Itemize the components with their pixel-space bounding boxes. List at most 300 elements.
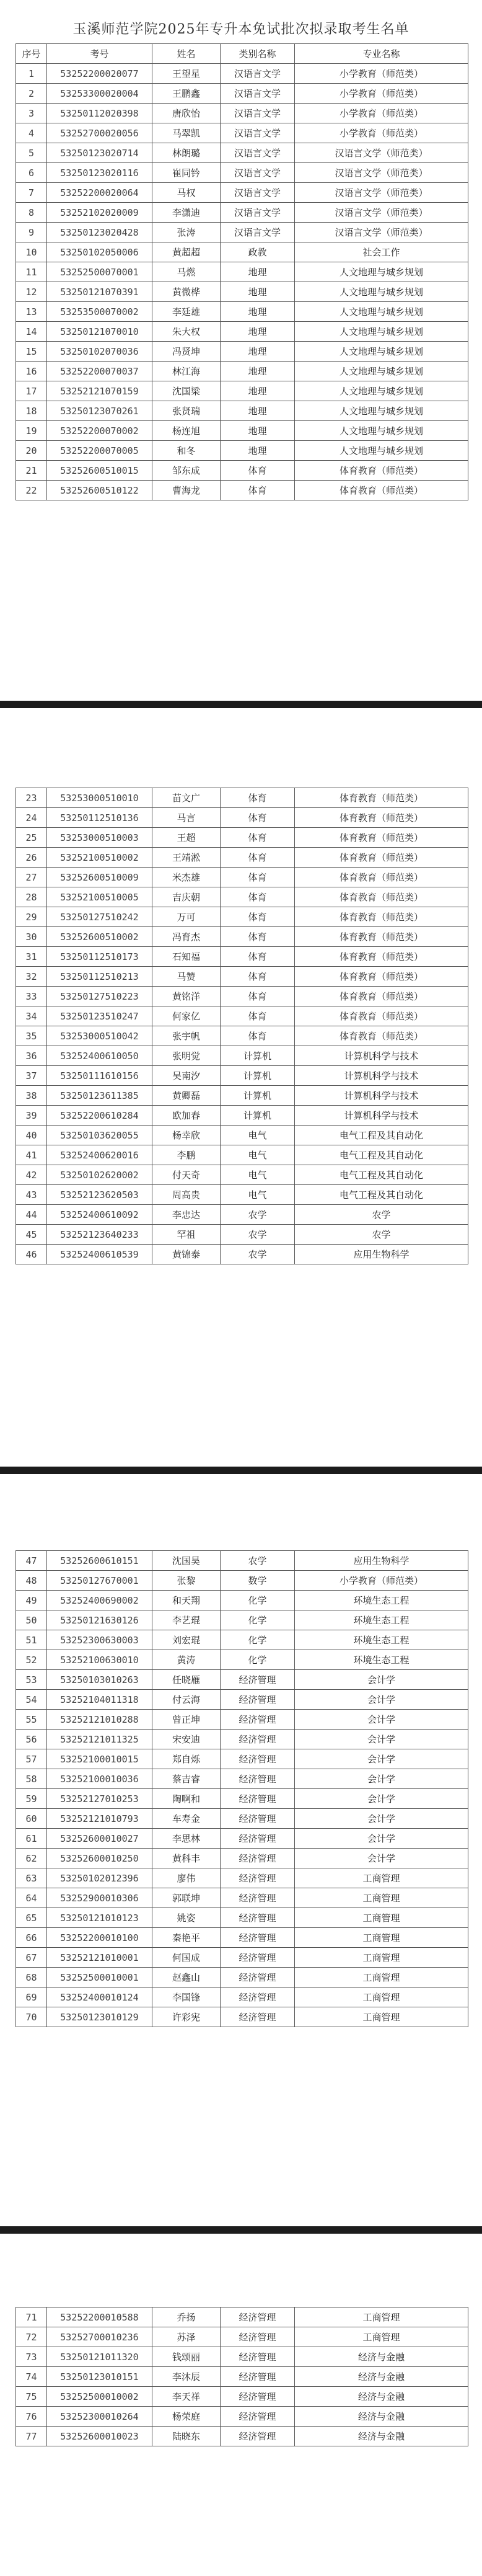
exam-number-cell: 53252121010288 bbox=[47, 1710, 152, 1730]
table-row bbox=[16, 1829, 468, 1849]
major-name-cell: 社会工作 bbox=[295, 242, 468, 262]
table-row bbox=[16, 848, 468, 868]
header-exam-number: 考号 bbox=[47, 44, 152, 64]
table-row bbox=[16, 1185, 468, 1205]
category-name-cell: 经济管理 bbox=[221, 1888, 295, 1908]
major-name-cell: 体育教育（师范类） bbox=[295, 927, 468, 947]
exam-number-cell: 53250123010151 bbox=[47, 2367, 152, 2387]
major-name-cell: 体育教育（师范类） bbox=[295, 481, 468, 500]
category-name-cell: 汉语言文学 bbox=[221, 163, 295, 183]
page-separator bbox=[0, 701, 482, 708]
major-name-cell: 人文地理与城乡规划 bbox=[295, 381, 468, 401]
exam-number-cell: 53252300630003 bbox=[47, 1630, 152, 1650]
table-row bbox=[16, 401, 468, 421]
exam-number-cell: 53252500010001 bbox=[47, 1968, 152, 1988]
exam-number-cell: 53252600510122 bbox=[47, 481, 152, 500]
major-name-cell: 环境生态工程 bbox=[295, 1650, 468, 1670]
category-name-cell: 经济管理 bbox=[221, 1789, 295, 1809]
admission-table-page-1 bbox=[15, 43, 468, 500]
exam-number-cell: 53252123620503 bbox=[47, 1185, 152, 1205]
category-name-cell: 地理 bbox=[221, 381, 295, 401]
category-name-cell: 农学 bbox=[221, 1245, 295, 1264]
table-row bbox=[16, 1928, 468, 1948]
exam-number-cell: 53252400620016 bbox=[47, 1145, 152, 1165]
row-index-cell: 11 bbox=[16, 262, 47, 282]
exam-number-cell: 53250121070391 bbox=[47, 282, 152, 302]
major-name-cell: 计算机科学与技术 bbox=[295, 1046, 468, 1066]
category-name-cell: 经济管理 bbox=[221, 1809, 295, 1829]
major-name-cell: 体育教育（师范类） bbox=[295, 788, 468, 808]
student-name-cell: 黄卿磊 bbox=[152, 1086, 221, 1106]
student-name-cell: 王超 bbox=[152, 828, 221, 848]
exam-number-cell: 53253500070002 bbox=[47, 302, 152, 322]
exam-number-cell: 53252121011325 bbox=[47, 1730, 152, 1749]
row-index-cell: 43 bbox=[16, 1185, 47, 1205]
exam-number-cell: 53250121011320 bbox=[47, 2347, 152, 2367]
major-name-cell: 农学 bbox=[295, 1225, 468, 1245]
student-name-cell: 张宇帆 bbox=[152, 1026, 221, 1046]
exam-number-cell: 53252100010036 bbox=[47, 1769, 152, 1789]
row-index-cell: 38 bbox=[16, 1086, 47, 1106]
page-separator bbox=[0, 1467, 482, 1474]
row-index-cell: 14 bbox=[16, 322, 47, 342]
table-row bbox=[16, 1730, 468, 1749]
table-row bbox=[16, 1165, 468, 1185]
student-name-cell: 米杰雄 bbox=[152, 868, 221, 887]
student-name-cell: 何国成 bbox=[152, 1948, 221, 1968]
student-name-cell: 宋安迪 bbox=[152, 1730, 221, 1749]
category-name-cell: 计算机 bbox=[221, 1086, 295, 1106]
table-row bbox=[16, 84, 468, 104]
row-index-cell: 75 bbox=[16, 2387, 47, 2407]
category-name-cell: 化学 bbox=[221, 1610, 295, 1630]
student-name-cell: 石知福 bbox=[152, 947, 221, 967]
table-row bbox=[16, 1046, 468, 1066]
row-index-cell: 65 bbox=[16, 1908, 47, 1928]
student-name-cell: 林江海 bbox=[152, 362, 221, 381]
student-name-cell: 李艺琨 bbox=[152, 1610, 221, 1630]
student-name-cell: 陆晓东 bbox=[152, 2427, 221, 2446]
row-index-cell: 40 bbox=[16, 1126, 47, 1145]
exam-number-cell: 53250123020116 bbox=[47, 163, 152, 183]
table-row bbox=[16, 223, 468, 242]
category-name-cell: 电气 bbox=[221, 1185, 295, 1205]
exam-number-cell: 53252500010002 bbox=[47, 2387, 152, 2407]
exam-number-cell: 53250123010129 bbox=[47, 2007, 152, 2027]
row-index-cell: 39 bbox=[16, 1106, 47, 1126]
row-index-cell: 42 bbox=[16, 1165, 47, 1185]
student-name-cell: 刘宏琨 bbox=[152, 1630, 221, 1650]
exam-number-cell: 53253300020004 bbox=[47, 84, 152, 104]
row-index-cell: 17 bbox=[16, 381, 47, 401]
exam-number-cell: 53252700020056 bbox=[47, 123, 152, 143]
table-row bbox=[16, 788, 468, 808]
student-name-cell: 沈国梁 bbox=[152, 381, 221, 401]
major-name-cell: 计算机科学与技术 bbox=[295, 1106, 468, 1126]
student-name-cell: 李思林 bbox=[152, 1829, 221, 1849]
exam-number-cell: 53252600010250 bbox=[47, 1849, 152, 1868]
row-index-cell: 4 bbox=[16, 123, 47, 143]
category-name-cell: 政教 bbox=[221, 242, 295, 262]
row-index-cell: 55 bbox=[16, 1710, 47, 1730]
student-name-cell: 乔扬 bbox=[152, 2307, 221, 2327]
table-row bbox=[16, 2327, 468, 2347]
student-name-cell: 李沐辰 bbox=[152, 2367, 221, 2387]
row-index-cell: 32 bbox=[16, 967, 47, 987]
major-name-cell: 环境生态工程 bbox=[295, 1610, 468, 1630]
row-index-cell: 29 bbox=[16, 907, 47, 927]
row-index-cell: 50 bbox=[16, 1610, 47, 1630]
admission-table-page-3 bbox=[15, 1550, 468, 2027]
category-name-cell: 经济管理 bbox=[221, 1769, 295, 1789]
table-row bbox=[16, 1968, 468, 1988]
category-name-cell: 地理 bbox=[221, 262, 295, 282]
row-index-cell: 7 bbox=[16, 183, 47, 203]
row-index-cell: 8 bbox=[16, 203, 47, 223]
table-row bbox=[16, 808, 468, 828]
table-row bbox=[16, 461, 468, 481]
student-name-cell: 蔡吉睿 bbox=[152, 1769, 221, 1789]
category-name-cell: 地理 bbox=[221, 322, 295, 342]
major-name-cell: 工商管理 bbox=[295, 1888, 468, 1908]
student-name-cell: 张明觉 bbox=[152, 1046, 221, 1066]
row-index-cell: 47 bbox=[16, 1551, 47, 1571]
category-name-cell: 体育 bbox=[221, 927, 295, 947]
header-row-index: 序号 bbox=[16, 44, 47, 64]
header-student-name: 姓名 bbox=[152, 44, 221, 64]
exam-number-cell: 53252600010027 bbox=[47, 1829, 152, 1849]
row-index-cell: 33 bbox=[16, 987, 47, 1006]
major-name-cell: 电气工程及其自动化 bbox=[295, 1126, 468, 1145]
category-name-cell: 汉语言文学 bbox=[221, 143, 295, 163]
header-major-name: 专业名称 bbox=[295, 44, 468, 64]
major-name-cell: 体育教育（师范类） bbox=[295, 947, 468, 967]
category-name-cell: 体育 bbox=[221, 461, 295, 481]
table-row bbox=[16, 1988, 468, 2007]
exam-number-cell: 53252121010001 bbox=[47, 1948, 152, 1968]
student-name-cell: 陶啊和 bbox=[152, 1789, 221, 1809]
major-name-cell: 汉语言文学（师范类） bbox=[295, 223, 468, 242]
row-index-cell: 58 bbox=[16, 1769, 47, 1789]
exam-number-cell: 53252200070037 bbox=[47, 362, 152, 381]
table-row bbox=[16, 887, 468, 907]
exam-number-cell: 53250102050006 bbox=[47, 242, 152, 262]
category-name-cell: 经济管理 bbox=[221, 1829, 295, 1849]
student-name-cell: 何家亿 bbox=[152, 1006, 221, 1026]
category-name-cell: 体育 bbox=[221, 1026, 295, 1046]
category-name-cell: 体育 bbox=[221, 788, 295, 808]
major-name-cell: 会计学 bbox=[295, 1789, 468, 1809]
student-name-cell: 黄微桦 bbox=[152, 282, 221, 302]
student-name-cell: 马翠凯 bbox=[152, 123, 221, 143]
major-name-cell: 小学教育（师范类） bbox=[295, 1571, 468, 1591]
major-name-cell: 经济与金融 bbox=[295, 2427, 468, 2446]
major-name-cell: 体育教育（师范类） bbox=[295, 828, 468, 848]
major-name-cell: 体育教育（师范类） bbox=[295, 808, 468, 828]
row-index-cell: 72 bbox=[16, 2327, 47, 2347]
table-row bbox=[16, 1106, 468, 1126]
exam-number-cell: 53252200010588 bbox=[47, 2307, 152, 2327]
exam-number-cell: 53250123020714 bbox=[47, 143, 152, 163]
student-name-cell: 崔同钤 bbox=[152, 163, 221, 183]
row-index-cell: 64 bbox=[16, 1888, 47, 1908]
category-name-cell: 经济管理 bbox=[221, 1988, 295, 2007]
student-name-cell: 张涛 bbox=[152, 223, 221, 242]
category-name-cell: 体育 bbox=[221, 808, 295, 828]
row-index-cell: 27 bbox=[16, 868, 47, 887]
row-index-cell: 46 bbox=[16, 1245, 47, 1264]
table-row bbox=[16, 1630, 468, 1650]
table-row bbox=[16, 1145, 468, 1165]
row-index-cell: 31 bbox=[16, 947, 47, 967]
category-name-cell: 地理 bbox=[221, 342, 295, 362]
major-name-cell: 体育教育（师范类） bbox=[295, 907, 468, 927]
table-row bbox=[16, 1690, 468, 1710]
row-index-cell: 37 bbox=[16, 1066, 47, 1086]
row-index-cell: 56 bbox=[16, 1730, 47, 1749]
table-row bbox=[16, 282, 468, 302]
exam-number-cell: 53252600510009 bbox=[47, 868, 152, 887]
category-name-cell: 数学 bbox=[221, 1571, 295, 1591]
exam-number-cell: 53252200070002 bbox=[47, 421, 152, 441]
row-index-cell: 3 bbox=[16, 104, 47, 123]
major-name-cell: 会计学 bbox=[295, 1849, 468, 1868]
table-row bbox=[16, 947, 468, 967]
row-index-cell: 61 bbox=[16, 1829, 47, 1849]
student-name-cell: 黄超超 bbox=[152, 242, 221, 262]
student-name-cell: 王望星 bbox=[152, 64, 221, 84]
category-name-cell: 经济管理 bbox=[221, 1868, 295, 1888]
major-name-cell: 经济与金融 bbox=[295, 2387, 468, 2407]
major-name-cell: 汉语言文学（师范类） bbox=[295, 183, 468, 203]
student-name-cell: 吉庆朝 bbox=[152, 887, 221, 907]
row-index-cell: 41 bbox=[16, 1145, 47, 1165]
major-name-cell: 人文地理与城乡规划 bbox=[295, 441, 468, 461]
exam-number-cell: 53252121070159 bbox=[47, 381, 152, 401]
row-index-cell: 67 bbox=[16, 1948, 47, 1968]
row-index-cell: 10 bbox=[16, 242, 47, 262]
category-name-cell: 汉语言文学 bbox=[221, 64, 295, 84]
table-row bbox=[16, 302, 468, 322]
table-row bbox=[16, 2347, 468, 2367]
row-index-cell: 70 bbox=[16, 2007, 47, 2027]
student-name-cell: 李天祥 bbox=[152, 2387, 221, 2407]
student-name-cell: 黄铭洋 bbox=[152, 987, 221, 1006]
exam-number-cell: 53252200020077 bbox=[47, 64, 152, 84]
category-name-cell: 地理 bbox=[221, 302, 295, 322]
row-index-cell: 60 bbox=[16, 1809, 47, 1829]
major-name-cell: 环境生态工程 bbox=[295, 1630, 468, 1650]
student-name-cell: 王鹏鑫 bbox=[152, 84, 221, 104]
major-name-cell: 环境生态工程 bbox=[295, 1591, 468, 1610]
exam-number-cell: 53250111610156 bbox=[47, 1066, 152, 1086]
category-name-cell: 经济管理 bbox=[221, 2427, 295, 2446]
row-index-cell: 28 bbox=[16, 887, 47, 907]
major-name-cell: 经济与金融 bbox=[295, 2347, 468, 2367]
category-name-cell: 经济管理 bbox=[221, 1968, 295, 1988]
exam-number-cell: 53250102620002 bbox=[47, 1165, 152, 1185]
category-name-cell: 汉语言文学 bbox=[221, 183, 295, 203]
exam-number-cell: 53250123510247 bbox=[47, 1006, 152, 1026]
category-name-cell: 地理 bbox=[221, 401, 295, 421]
exam-number-cell: 53250112020398 bbox=[47, 104, 152, 123]
table-row bbox=[16, 927, 468, 947]
table-row bbox=[16, 2367, 468, 2387]
student-name-cell: 林朗璐 bbox=[152, 143, 221, 163]
exam-number-cell: 53252200610284 bbox=[47, 1106, 152, 1126]
row-index-cell: 45 bbox=[16, 1225, 47, 1245]
exam-number-cell: 53252700010236 bbox=[47, 2327, 152, 2347]
table-row bbox=[16, 362, 468, 381]
exam-number-cell: 53250127670001 bbox=[47, 1571, 152, 1591]
exam-number-cell: 53250112510213 bbox=[47, 967, 152, 987]
major-name-cell: 工商管理 bbox=[295, 1988, 468, 2007]
major-name-cell: 农学 bbox=[295, 1205, 468, 1225]
table-header-row bbox=[16, 44, 468, 64]
student-name-cell: 付天奇 bbox=[152, 1165, 221, 1185]
major-name-cell: 人文地理与城乡规划 bbox=[295, 362, 468, 381]
row-index-cell: 20 bbox=[16, 441, 47, 461]
category-name-cell: 电气 bbox=[221, 1145, 295, 1165]
table-row bbox=[16, 441, 468, 461]
table-row bbox=[16, 322, 468, 342]
row-index-cell: 1 bbox=[16, 64, 47, 84]
student-name-cell: 廖伟 bbox=[152, 1868, 221, 1888]
table-row bbox=[16, 64, 468, 84]
student-name-cell: 钱颂丽 bbox=[152, 2347, 221, 2367]
major-name-cell: 汉语言文学（师范类） bbox=[295, 143, 468, 163]
student-name-cell: 和天翔 bbox=[152, 1591, 221, 1610]
student-name-cell: 黄涛 bbox=[152, 1650, 221, 1670]
table-row bbox=[16, 1551, 468, 1571]
exam-number-cell: 53250121010123 bbox=[47, 1908, 152, 1928]
table-row bbox=[16, 1908, 468, 1928]
exam-number-cell: 53250112510136 bbox=[47, 808, 152, 828]
major-name-cell: 汉语言文学（师范类） bbox=[295, 203, 468, 223]
table-row bbox=[16, 421, 468, 441]
student-name-cell: 黄科丰 bbox=[152, 1849, 221, 1868]
exam-number-cell: 53250127510242 bbox=[47, 907, 152, 927]
exam-number-cell: 53252123640233 bbox=[47, 1225, 152, 1245]
admission-table-page-2 bbox=[15, 788, 468, 1264]
major-name-cell: 体育教育（师范类） bbox=[295, 848, 468, 868]
student-name-cell: 李潇迪 bbox=[152, 203, 221, 223]
student-name-cell: 张黎 bbox=[152, 1571, 221, 1591]
table-row bbox=[16, 828, 468, 848]
row-index-cell: 51 bbox=[16, 1630, 47, 1650]
table-row bbox=[16, 183, 468, 203]
exam-number-cell: 53252300010264 bbox=[47, 2407, 152, 2427]
table-row bbox=[16, 1205, 468, 1225]
category-name-cell: 经济管理 bbox=[221, 2367, 295, 2387]
category-name-cell: 体育 bbox=[221, 481, 295, 500]
category-name-cell: 农学 bbox=[221, 1225, 295, 1245]
row-index-cell: 15 bbox=[16, 342, 47, 362]
category-name-cell: 体育 bbox=[221, 1006, 295, 1026]
exam-number-cell: 53252400610092 bbox=[47, 1205, 152, 1225]
row-index-cell: 76 bbox=[16, 2407, 47, 2427]
student-name-cell: 朱大权 bbox=[152, 322, 221, 342]
exam-number-cell: 53252400690002 bbox=[47, 1591, 152, 1610]
student-name-cell: 李国锋 bbox=[152, 1988, 221, 2007]
table-row bbox=[16, 1591, 468, 1610]
row-index-cell: 63 bbox=[16, 1868, 47, 1888]
major-name-cell: 体育教育（师范类） bbox=[295, 987, 468, 1006]
row-index-cell: 36 bbox=[16, 1046, 47, 1066]
student-name-cell: 郭联坤 bbox=[152, 1888, 221, 1908]
student-name-cell: 罕祖 bbox=[152, 1225, 221, 1245]
table-row bbox=[16, 143, 468, 163]
major-name-cell: 工商管理 bbox=[295, 2307, 468, 2327]
category-name-cell: 体育 bbox=[221, 907, 295, 927]
category-name-cell: 经济管理 bbox=[221, 1948, 295, 1968]
major-name-cell: 工商管理 bbox=[295, 1928, 468, 1948]
student-name-cell: 姚姿 bbox=[152, 1908, 221, 1928]
exam-number-cell: 53252400610539 bbox=[47, 1245, 152, 1264]
exam-number-cell: 53252200070005 bbox=[47, 441, 152, 461]
student-name-cell: 唐欣怡 bbox=[152, 104, 221, 123]
major-name-cell: 人文地理与城乡规划 bbox=[295, 282, 468, 302]
major-name-cell: 工商管理 bbox=[295, 2007, 468, 2027]
table-row bbox=[16, 123, 468, 143]
student-name-cell: 黄锦泰 bbox=[152, 1245, 221, 1264]
student-name-cell: 杨连旭 bbox=[152, 421, 221, 441]
category-name-cell: 农学 bbox=[221, 1551, 295, 1571]
student-name-cell: 车寿金 bbox=[152, 1809, 221, 1829]
table-row bbox=[16, 1749, 468, 1769]
exam-number-cell: 53252600610151 bbox=[47, 1551, 152, 1571]
table-row bbox=[16, 481, 468, 500]
category-name-cell: 汉语言文学 bbox=[221, 203, 295, 223]
row-index-cell: 48 bbox=[16, 1571, 47, 1591]
category-name-cell: 经济管理 bbox=[221, 2307, 295, 2327]
category-name-cell: 化学 bbox=[221, 1630, 295, 1650]
major-name-cell: 会计学 bbox=[295, 1670, 468, 1690]
category-name-cell: 地理 bbox=[221, 441, 295, 461]
exam-number-cell: 53252100630010 bbox=[47, 1650, 152, 1670]
table-row bbox=[16, 868, 468, 887]
row-index-cell: 35 bbox=[16, 1026, 47, 1046]
category-name-cell: 计算机 bbox=[221, 1046, 295, 1066]
exam-number-cell: 53252127010253 bbox=[47, 1789, 152, 1809]
table-row bbox=[16, 2407, 468, 2427]
category-name-cell: 体育 bbox=[221, 848, 295, 868]
table-row bbox=[16, 1610, 468, 1630]
category-name-cell: 体育 bbox=[221, 987, 295, 1006]
student-name-cell: 秦艳平 bbox=[152, 1928, 221, 1948]
row-index-cell: 25 bbox=[16, 828, 47, 848]
student-name-cell: 苏泽 bbox=[152, 2327, 221, 2347]
student-name-cell: 邹东成 bbox=[152, 461, 221, 481]
major-name-cell: 工商管理 bbox=[295, 1868, 468, 1888]
major-name-cell: 体育教育（师范类） bbox=[295, 1026, 468, 1046]
major-name-cell: 计算机科学与技术 bbox=[295, 1086, 468, 1106]
table-row bbox=[16, 1809, 468, 1829]
major-name-cell: 电气工程及其自动化 bbox=[295, 1165, 468, 1185]
major-name-cell: 应用生物科学 bbox=[295, 1245, 468, 1264]
major-name-cell: 小学教育（师范类） bbox=[295, 84, 468, 104]
student-name-cell: 赵鑫山 bbox=[152, 1968, 221, 1988]
student-name-cell: 和冬 bbox=[152, 441, 221, 461]
page-separator bbox=[0, 2226, 482, 2234]
table-row bbox=[16, 1126, 468, 1145]
table-row bbox=[16, 203, 468, 223]
exam-number-cell: 53252600510015 bbox=[47, 461, 152, 481]
row-index-cell: 44 bbox=[16, 1205, 47, 1225]
row-index-cell: 52 bbox=[16, 1650, 47, 1670]
major-name-cell: 会计学 bbox=[295, 1769, 468, 1789]
exam-number-cell: 53250103010263 bbox=[47, 1670, 152, 1690]
